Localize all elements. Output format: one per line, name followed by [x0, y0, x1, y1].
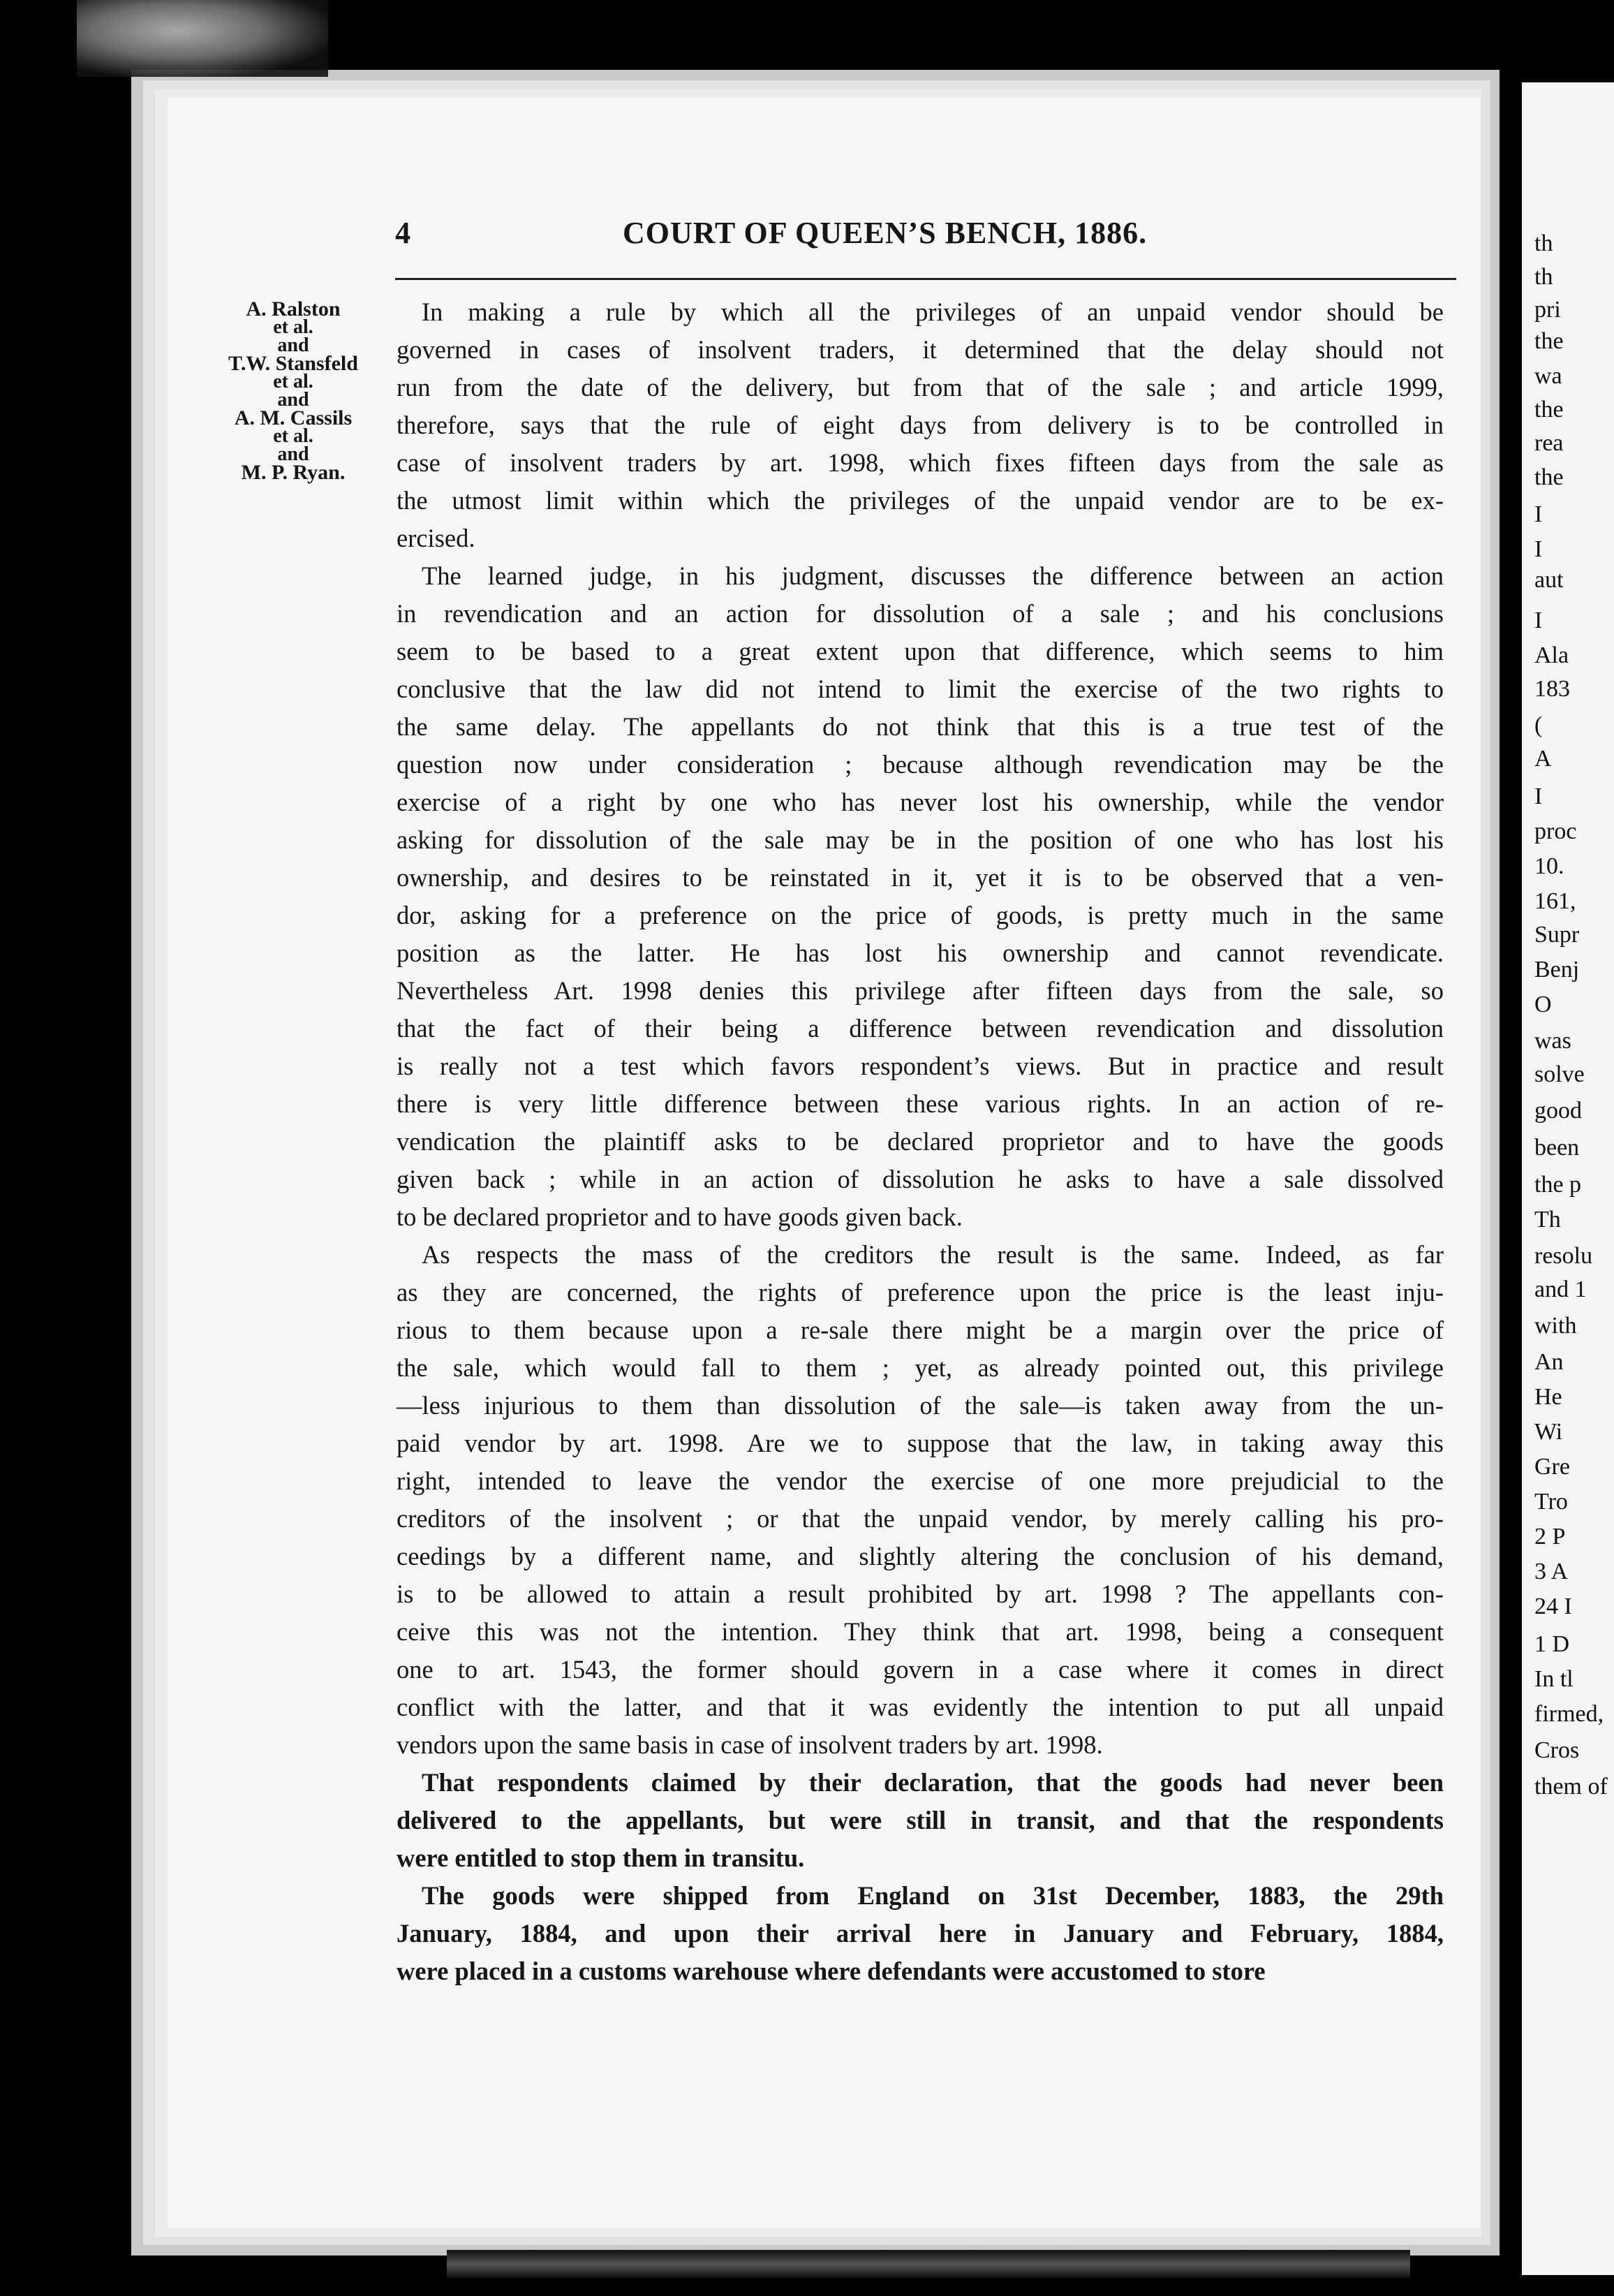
adjacent-page-fragment: the [1534, 464, 1564, 490]
adjacent-page-fragment: th [1534, 230, 1553, 256]
text-line: as they are concerned, the rights of preference upon the price is the least inju- [397, 1278, 1444, 1307]
text-line: delivered to the appellants, but were still in transit, and that the respondents [397, 1806, 1444, 1834]
text-line: right, intended to leave the vendor the exercise of one more prejudicial to the [397, 1466, 1444, 1495]
adjacent-page-fragment: the [1534, 397, 1564, 422]
text-line: asking for dissolution of the sale may be in the position of one who has lost his [397, 825, 1444, 854]
text-line: The goods were shipped from England on 31st December, 1883, the 29th [422, 1881, 1444, 1910]
adjacent-page-fragment: th [1534, 264, 1553, 290]
adjacent-page-fragment: 161, [1534, 888, 1576, 914]
header-rule [395, 278, 1456, 280]
adjacent-page-fragment: I [1534, 536, 1543, 562]
margin-note-line: et al. [273, 371, 313, 392]
adjacent-page-fragment: the p [1534, 1172, 1582, 1198]
text-line: paid vendor by art. 1998. Are we to suppose that the law, in taking away this [397, 1429, 1444, 1457]
text-line: run from the date of the delivery, but from that of the sale ; and article 1999, [397, 373, 1444, 402]
text-line: In making a rule by which all the privileges of an unpaid vendor should be [422, 297, 1444, 326]
adjacent-page-fragment: Benj [1534, 957, 1580, 983]
page-number: 4 [395, 216, 410, 250]
text-line: is to be allowed to attain a result prohibited by art. 1998 ? The appellants con- [397, 1580, 1444, 1608]
text-line: —less injurious to them than dissolution of the sale—is taken away from the un- [397, 1391, 1444, 1420]
margin-note [209, 297, 377, 484]
adjacent-page-fragment: 3 A [1534, 1559, 1569, 1584]
adjacent-page-fragment: good [1534, 1098, 1582, 1124]
text-line: Nevertheless Art. 1998 denies this privilege after fifteen days from the sale, so [397, 976, 1444, 1005]
adjacent-page-fragment: Wi [1534, 1419, 1563, 1445]
adjacent-page-fragment: Gre [1534, 1454, 1570, 1480]
text-line: January, 1884, and upon their arrival here in January and February, 1884, [397, 1919, 1444, 1948]
adjacent-page-fragment: resolu [1534, 1243, 1593, 1269]
text-line: rious to them because upon a re-sale there might be a margin over the price of [397, 1316, 1444, 1344]
adjacent-page-fragment: In tl [1534, 1666, 1574, 1692]
page-header [168, 215, 1480, 257]
adjacent-page-fragment: 183 [1534, 676, 1570, 702]
text-line: seem to be based to a great extent upon that difference, which seems to him [397, 637, 1444, 665]
paragraph [397, 1764, 1444, 1877]
margin-note-line: A. Ralston [246, 297, 341, 321]
adjacent-page-fragment: O [1534, 992, 1552, 1017]
margin-note-line: et al. [273, 316, 313, 338]
adjacent-page-fragment: with [1534, 1313, 1577, 1339]
text-line: there is very little difference between these various rights. In an action of re- [397, 1089, 1444, 1118]
adjacent-page [1522, 82, 1614, 2275]
adjacent-page-fragment: I [1534, 783, 1543, 809]
paragraph [397, 293, 1444, 557]
adjacent-page-fragment: been [1534, 1135, 1580, 1161]
margin-note-line: M. P. Ryan. [241, 461, 346, 484]
text-line: were entitled to stop them in transitu. [397, 1844, 805, 1872]
text-line: question now under consideration ; because although revendication may be the [397, 750, 1444, 779]
margin-note-line: and [277, 389, 309, 411]
margin-note-line: et al. [273, 425, 313, 447]
text-line: case of insolvent traders by art. 1998, which fixes fifteen days from the sale as [397, 448, 1444, 477]
adjacent-page-fragment: 10. [1534, 853, 1564, 879]
adjacent-page-fragment: I [1534, 608, 1543, 633]
text-line: conflict with the latter, and that it was evidently the intention to put all unpaid [397, 1693, 1444, 1721]
adjacent-page-fragment: Cros [1534, 1737, 1580, 1763]
adjacent-page-fragment: I [1534, 501, 1543, 527]
text-line: the same delay. The appellants do not think that this is a true test of the [397, 712, 1444, 741]
adjacent-page-fragment: A [1534, 746, 1552, 772]
adjacent-page-fragment: was [1534, 1028, 1571, 1054]
adjacent-page-fragment: Ala [1534, 642, 1569, 668]
adjacent-page-fragment: pri [1534, 297, 1561, 323]
text-line: exercise of a right by one who has never lost his ownership, while the vendor [397, 788, 1444, 816]
adjacent-page-fragment: An [1534, 1349, 1564, 1375]
adjacent-page-fragment: firmed, [1534, 1701, 1604, 1727]
adjacent-page-fragment: 1 D [1534, 1631, 1570, 1657]
margin-note-line: T.W. Stansfeld [228, 352, 358, 375]
margin-note-line: A. M. Cassils [234, 406, 353, 429]
adjacent-page-fragment: and 1 [1534, 1276, 1587, 1302]
text-line: creditors of the insolvent ; or that the unpaid vendor, by merely calling his pro- [397, 1504, 1444, 1533]
paragraph [397, 1236, 1444, 1764]
margin-note-line: and [277, 334, 309, 356]
text-line: in revendication and an action for dissolution of a sale ; and his conclusions [397, 599, 1444, 628]
text-line: one to art. 1543, the former should govern in a case where it comes in direct [397, 1655, 1444, 1684]
text-line: that the fact of their being a difference between revendication and dissolution [397, 1014, 1444, 1043]
adjacent-page-fragment: solve [1534, 1061, 1585, 1087]
paragraph [397, 557, 1444, 1236]
text-line: therefore, says that the rule of eight days from delivery is to be controlled in [397, 411, 1444, 439]
text-line: to be declared proprietor and to have goods given back. [397, 1202, 963, 1231]
adjacent-page-fragment: aut [1534, 567, 1564, 593]
text-line: dor, asking for a preference on the price of goods, is pretty much in the same [397, 901, 1444, 929]
text-line: ceedings by a different name, and slightly altering the conclusion of his demand, [397, 1542, 1444, 1570]
text-line: is really not a test which favors respondent’s views. But in practice and result [397, 1052, 1444, 1080]
adjacent-page-fragment: Tro [1534, 1489, 1568, 1515]
text-line: ercised. [397, 524, 475, 552]
running-title: COURT OF QUEEN’S BENCH, 1886. [623, 216, 1148, 250]
text-line: the utmost limit within which the privileges of the unpaid vendor are to be ex- [397, 486, 1444, 515]
text-line: were placed in a customs warehouse where defendants were accustomed to store [397, 1957, 1266, 1985]
adjacent-page-fragment: Supr [1534, 922, 1580, 948]
book-page [168, 98, 1480, 2228]
text-line: vendors upon the same basis in case of insolvent traders by art. 1998. [397, 1730, 1103, 1759]
adjacent-page-fragment: rea [1534, 430, 1564, 456]
adjacent-page-fragment: Th [1534, 1207, 1561, 1232]
paragraph [397, 1877, 1444, 1990]
adjacent-page-fragment: the [1534, 328, 1564, 354]
text-line: vendication the plaintiff asks to be declared proprietor and to have the goods [397, 1127, 1444, 1156]
text-line: ceive this was not the intention. They think that art. 1998, being a consequent [397, 1617, 1444, 1646]
adjacent-page-fragment: wa [1534, 363, 1562, 389]
text-line: ownership, and desires to be reinstated in it, yet it is to be observed that a ven- [397, 863, 1444, 892]
adjacent-page-fragment: 24 I [1534, 1594, 1572, 1619]
margin-note-line: and [277, 443, 309, 465]
text-line: That respondents claimed by their declaration, that the goods had never been [422, 1768, 1444, 1797]
scan-artifact [447, 2250, 1410, 2278]
text-line: the sale, which would fall to them ; yet, as already pointed out, this privilege [397, 1353, 1444, 1382]
adjacent-page-fragment: He [1534, 1384, 1562, 1410]
adjacent-page-fragment: them of [1534, 1774, 1608, 1800]
text-line: As respects the mass of the creditors the result is the same. Indeed, as far [422, 1240, 1444, 1269]
text-line: The learned judge, in his judgment, discusses the difference between an action [422, 561, 1444, 590]
adjacent-page-fragment: proc [1534, 818, 1577, 844]
text-line: given back ; while in an action of dissolution he asks to have a sale dissolved [397, 1165, 1444, 1193]
adjacent-page-fragment: ( [1534, 712, 1543, 738]
torn-corner [77, 0, 328, 77]
body-text [397, 293, 1444, 1990]
adjacent-page-fragment: 2 P [1534, 1524, 1566, 1550]
text-line: conclusive that the law did not intend to limit the exercise of the two rights to [397, 675, 1444, 703]
text-line: governed in cases of insolvent traders, it determined that the delay should not [397, 335, 1444, 364]
text-line: position as the latter. He has lost his ownership and cannot revendicate. [397, 939, 1444, 967]
